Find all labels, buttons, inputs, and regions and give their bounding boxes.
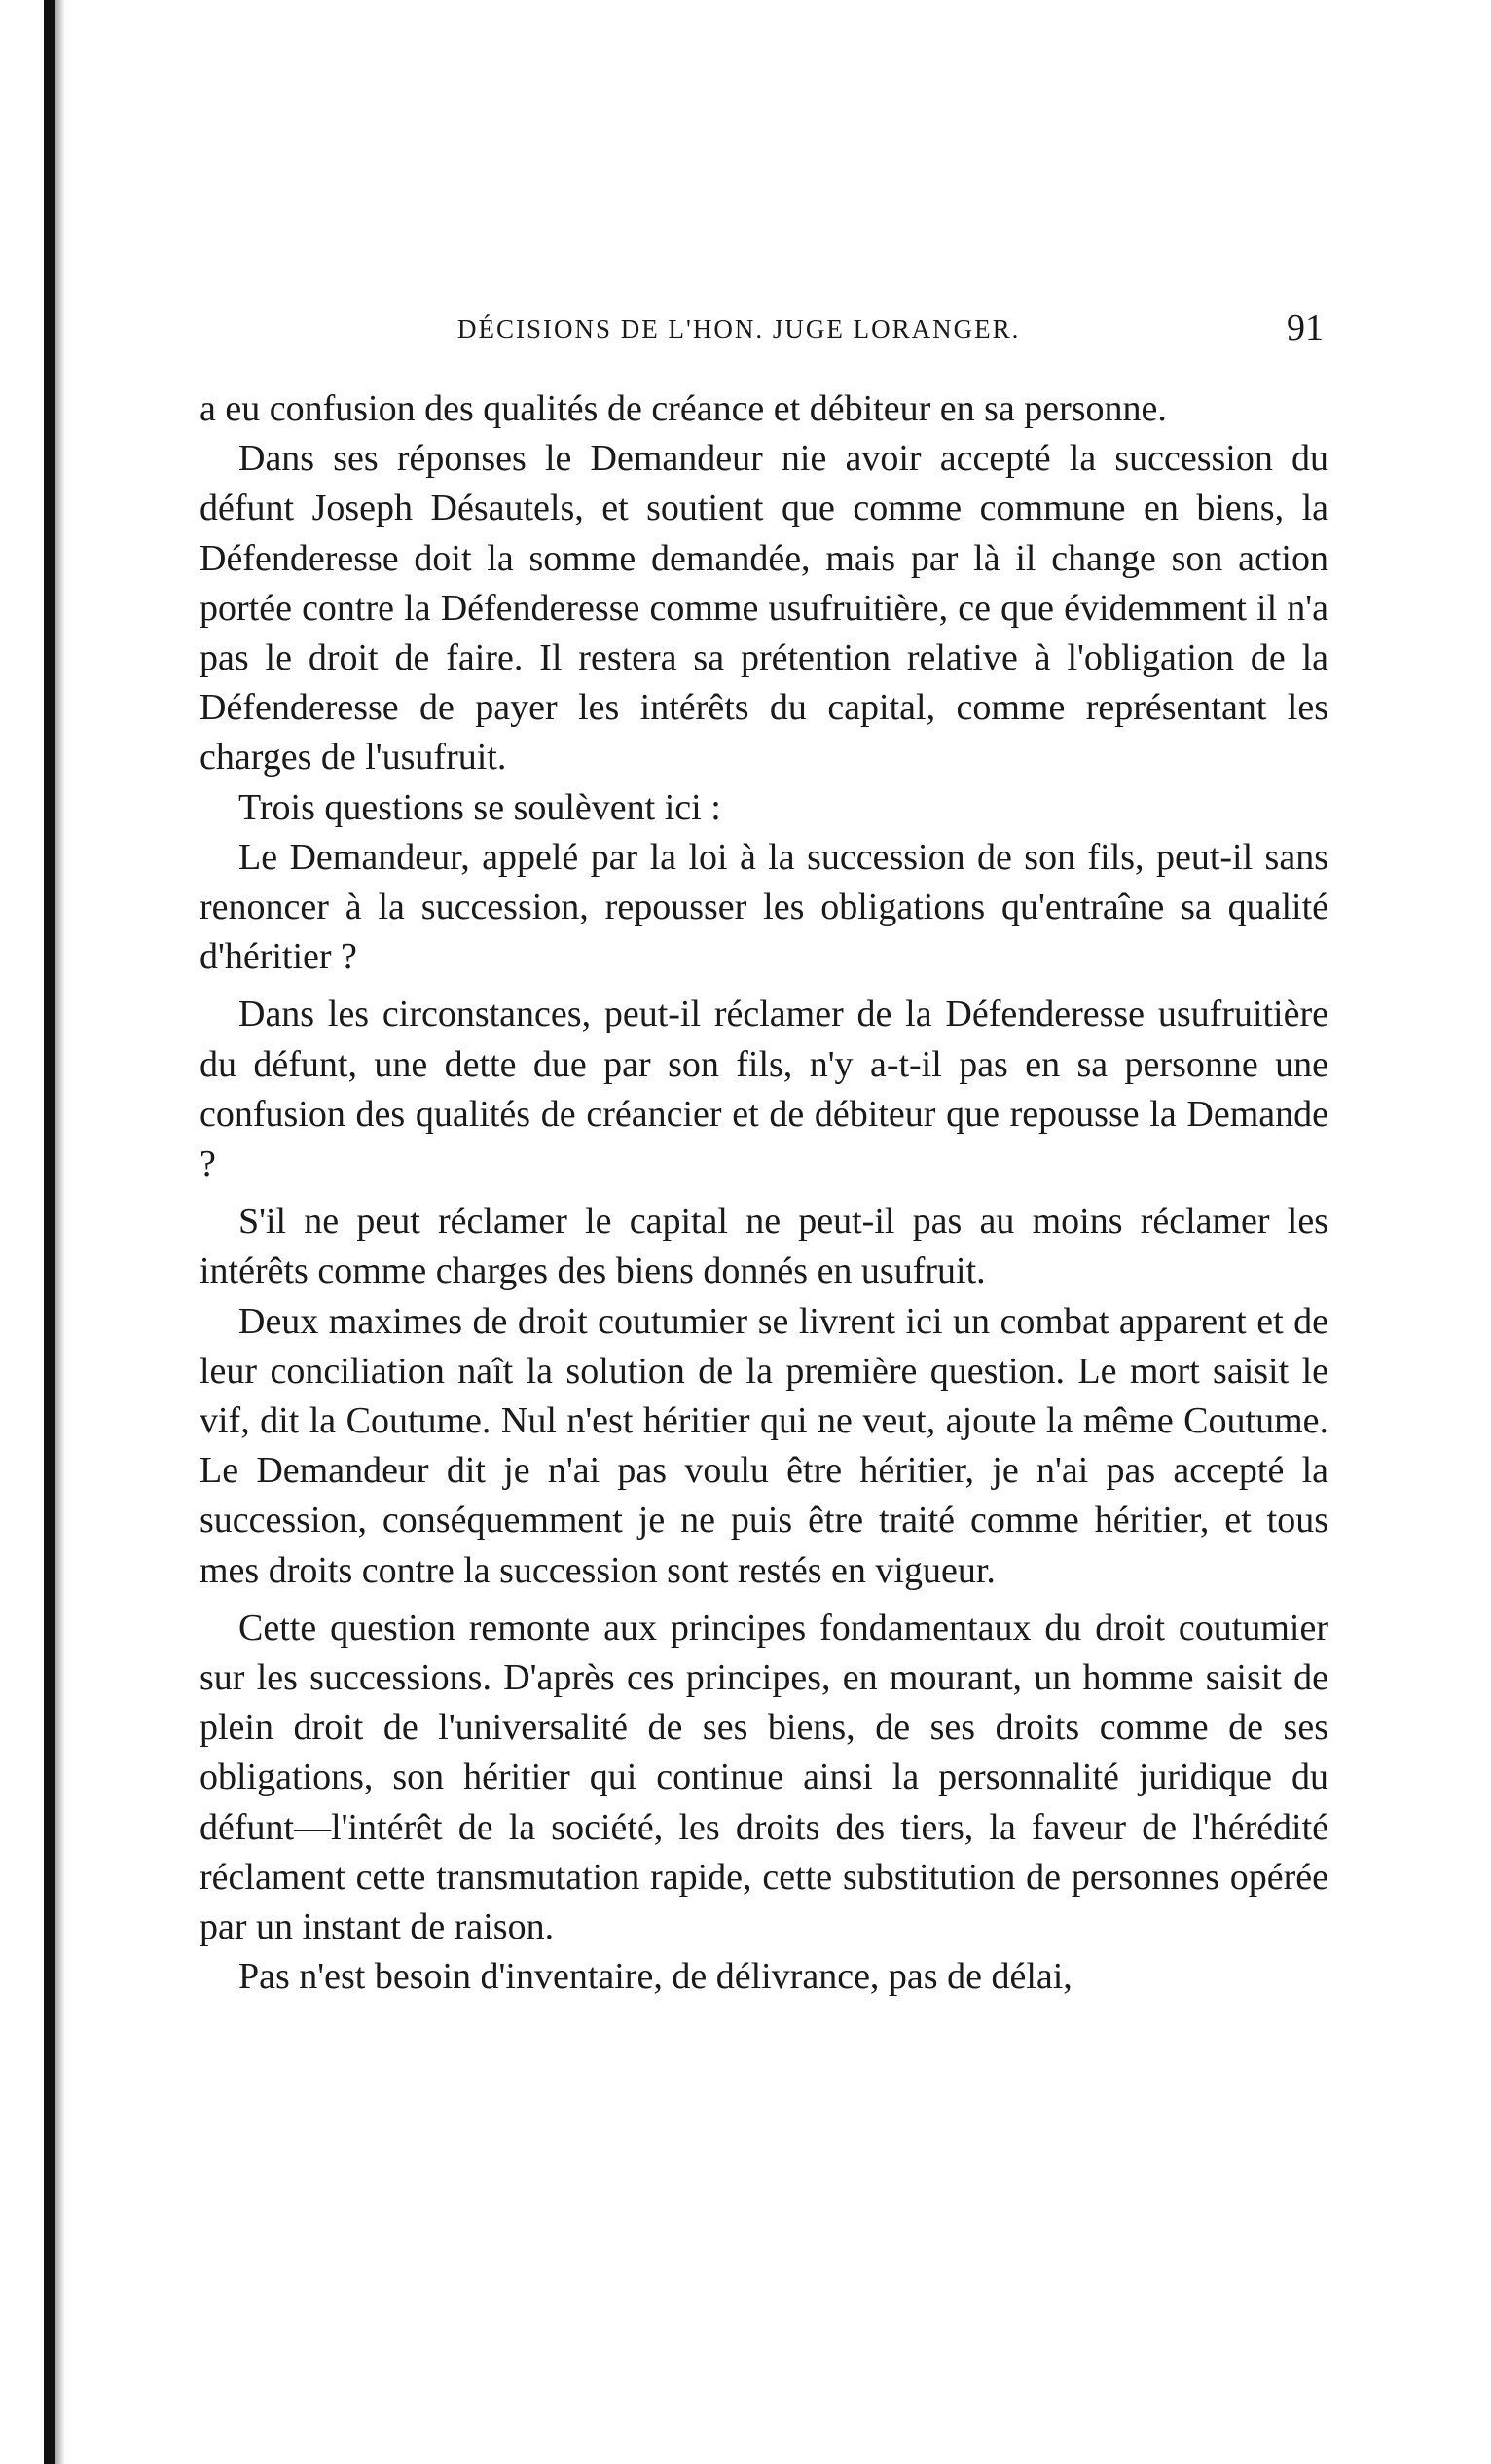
body-text — [200, 384, 1328, 2003]
paragraph: S'il ne peut réclamer le capital ne peut-il pas au moins réclamer les intérêts comme charges des biens donnés en usufruit. — [200, 1201, 1328, 1292]
paragraph: Pas n'est besoin d'inventaire, de délivrance, pas de délai, — [238, 1956, 1073, 1998]
paragraph: Le Demandeur, appelé par la loi à la succession de son fils, peut-il sans renoncer à la succession, repousser les obligations qu'entraîne sa qualité d'héritier ? — [200, 836, 1328, 978]
page-header — [195, 307, 1324, 355]
paragraph: a eu confusion des qualités de créance et débiteur en sa personne. — [200, 388, 1167, 429]
book-spine-edge — [44, 0, 55, 2464]
paragraph: Dans ses réponses le Demandeur nie avoir accepté la succession du défunt Joseph Désautels, et soutient que comme commune en biens, la Défenderesse doit la somme demandée, mais par là il change son action portée contre la Défenderesse comme usufruitière, ce que évidemment il n'a pas le droit de faire. Il restera sa prétention relative à l'obligation de la Défenderesse de payer les intérêts du capital, comme représentant les charges de l'usufruit. — [200, 438, 1328, 779]
running-head: DÉCISIONS DE L'HON. JUGE LORANGER. — [457, 314, 1021, 344]
page-number: 91 — [1287, 308, 1324, 348]
paragraph: Deux maximes de droit coutumier se livrent ici un combat apparent et de leur conciliation naît la solution de la première question. Le mort saisit le vif, dit la Coutume. Nul n'est héritier qui ne veut, ajoute la même Coutume. Le Demandeur dit je n'ai pas voulu être héritier, je n'ai pas accepté la succession, conséquemment je ne puis être traité comme héritier, et tous mes droits contre la succession sont restés en vigueur. — [200, 1300, 1328, 1591]
paragraph: Cette question remonte aux principes fondamentaux du droit coutumier sur les successions. D'après ces principes, en mourant, un homme saisit de plein droit de l'universalité de ses biens, de ses droits comme de ses obligations, son héritier qui continue ainsi la personnalité juridique du défunt—l'intérêt de la société, les droits des tiers, la faveur de l'hérédité réclament cette transmutation rapide, cette substitution de personnes opérée par un instant de raison. — [200, 1607, 1328, 1948]
paragraph: Dans les circonstances, peut-il réclamer de la Défenderesse usufruitière du défunt, une dette due par son fils, n'y a-t-il pas en sa personne une confusion des qualités de créancier et de débiteur que repousse la Demande ? — [200, 994, 1328, 1185]
paragraph: Trois questions se soulèvent ici : — [238, 786, 721, 828]
book-spine-shadow — [55, 0, 65, 2464]
